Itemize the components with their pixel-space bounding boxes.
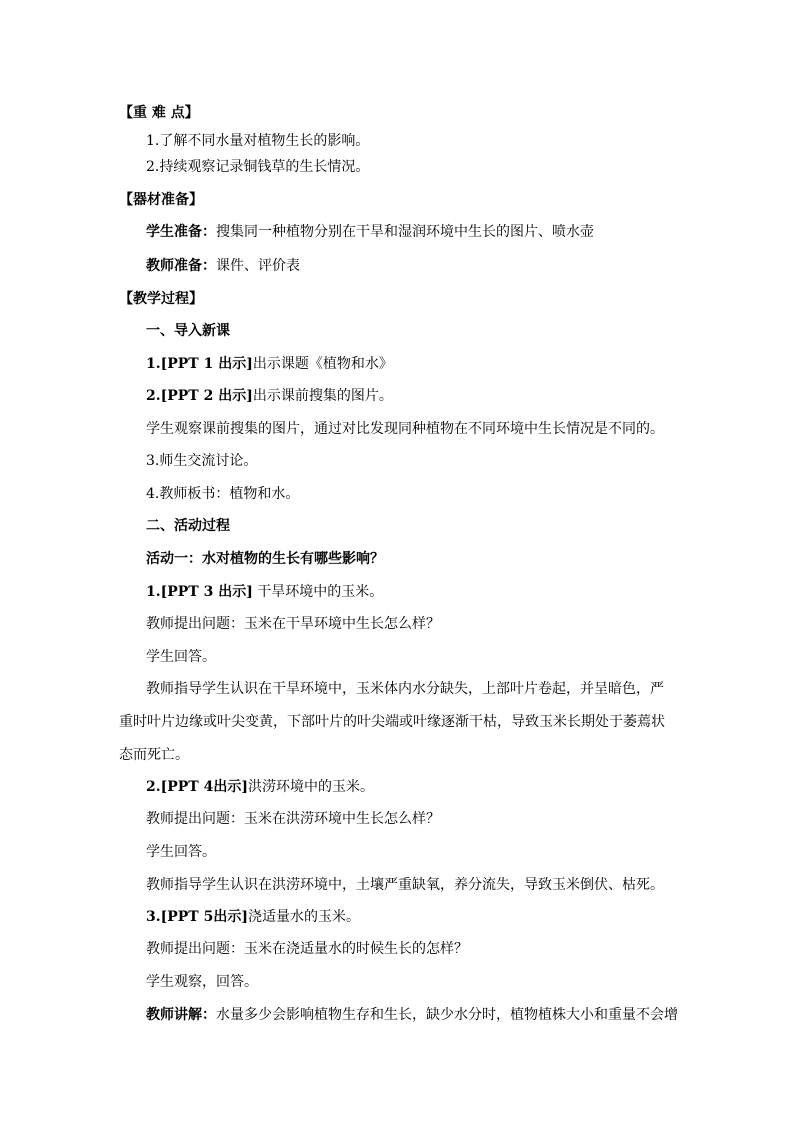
intro-step-1 xyxy=(146,355,393,373)
activity1-title: 活动一：水对植物的生长有哪些影响？ xyxy=(146,551,384,567)
activity-step-2 xyxy=(146,778,374,796)
materials-heading: 【器材准备】 xyxy=(119,192,203,208)
ppt-tag: 1.[PPT 1 出示] xyxy=(146,356,253,372)
intro-step-2 xyxy=(146,387,393,405)
step-text: 出示课前搜集的图片。 xyxy=(252,388,393,404)
teacher-question-1: 教师提出问题：玉米在干旱环境中生长怎么样？ xyxy=(146,616,440,632)
student-materials-label: 学生准备： xyxy=(146,224,216,240)
step-text: 出示课题《植物和水》 xyxy=(252,356,393,372)
student-answer-3: 学生观察，回答。 xyxy=(146,974,258,990)
explanation-text: 水量多少会影响植物生存和生长，缺少水分时，植物植株大小和重量不会增 xyxy=(216,1007,678,1023)
intro-step-4: 4.教师板书：植物和水。 xyxy=(146,486,300,502)
teacher-question-3: 教师提出问题：玉米在浇适量水的时候生长的怎样？ xyxy=(146,941,468,957)
teacher-materials xyxy=(146,257,300,275)
key-points-heading: 【重 难 点】 xyxy=(119,105,199,121)
ppt-tag: 2.[PPT 4出示] xyxy=(146,779,248,795)
step-text: 干旱环境中的玉米。 xyxy=(252,584,384,600)
student-answer-2: 学生回答。 xyxy=(146,844,216,860)
ppt-tag: 3.[PPT 5出示] xyxy=(146,909,248,925)
intro-observation: 学生观察课前搜集的图片，通过对比发现同种植物在不同环境中生长情况是不同的。 xyxy=(146,421,664,437)
part2-title: 二、活动过程 xyxy=(146,518,230,534)
process-heading: 【教学过程】 xyxy=(119,291,203,307)
activity-step-1 xyxy=(146,583,383,601)
part1-title: 一、导入新课 xyxy=(146,323,230,339)
intro-step-3: 3.师生交流讨论。 xyxy=(146,453,258,469)
ppt-tag: 2.[PPT 2 出示] xyxy=(146,388,253,404)
teacher-materials-label: 教师准备： xyxy=(146,258,216,274)
teacher-explanation xyxy=(146,1006,678,1024)
student-materials xyxy=(146,223,594,241)
key-point-item: 2.持续观察记录铜钱草的生长情况。 xyxy=(146,159,370,175)
teacher-question-2: 教师提出问题：玉米在洪涝环境中生长怎么样？ xyxy=(146,811,440,827)
teacher-guidance-1: 教师指导学生认识在干旱环境中，玉米体内水分缺失，上部叶片卷起，并呈暗色，严重时叶片边缘或叶尖变黄，下部叶片的叶尖端或叶缘逐渐干枯，导致玉米长期处于萎蔫状态而死亡。 xyxy=(119,681,665,763)
step-text: 浇适量水的玉米。 xyxy=(247,909,360,925)
ppt-tag: 1.[PPT 3 出示] xyxy=(146,584,253,600)
key-point-item: 1.了解不同水量对植物生长的影响。 xyxy=(146,133,370,149)
teacher-guidance-2: 教师指导学生认识在洪涝环境中，土壤严重缺氧，养分流失，导致玉米倒伏、枯死。 xyxy=(146,877,664,893)
step-text: 洪涝环境中的玉米。 xyxy=(247,779,374,795)
teacher-materials-text: 课件、评价表 xyxy=(216,258,300,274)
student-answer-1: 学生回答。 xyxy=(146,649,216,665)
activity-step-3 xyxy=(146,908,360,926)
explanation-label: 教师讲解： xyxy=(146,1007,216,1023)
student-materials-text: 搜集同一种植物分别在干旱和湿润环境中生长的图片、喷水壶 xyxy=(216,224,594,240)
